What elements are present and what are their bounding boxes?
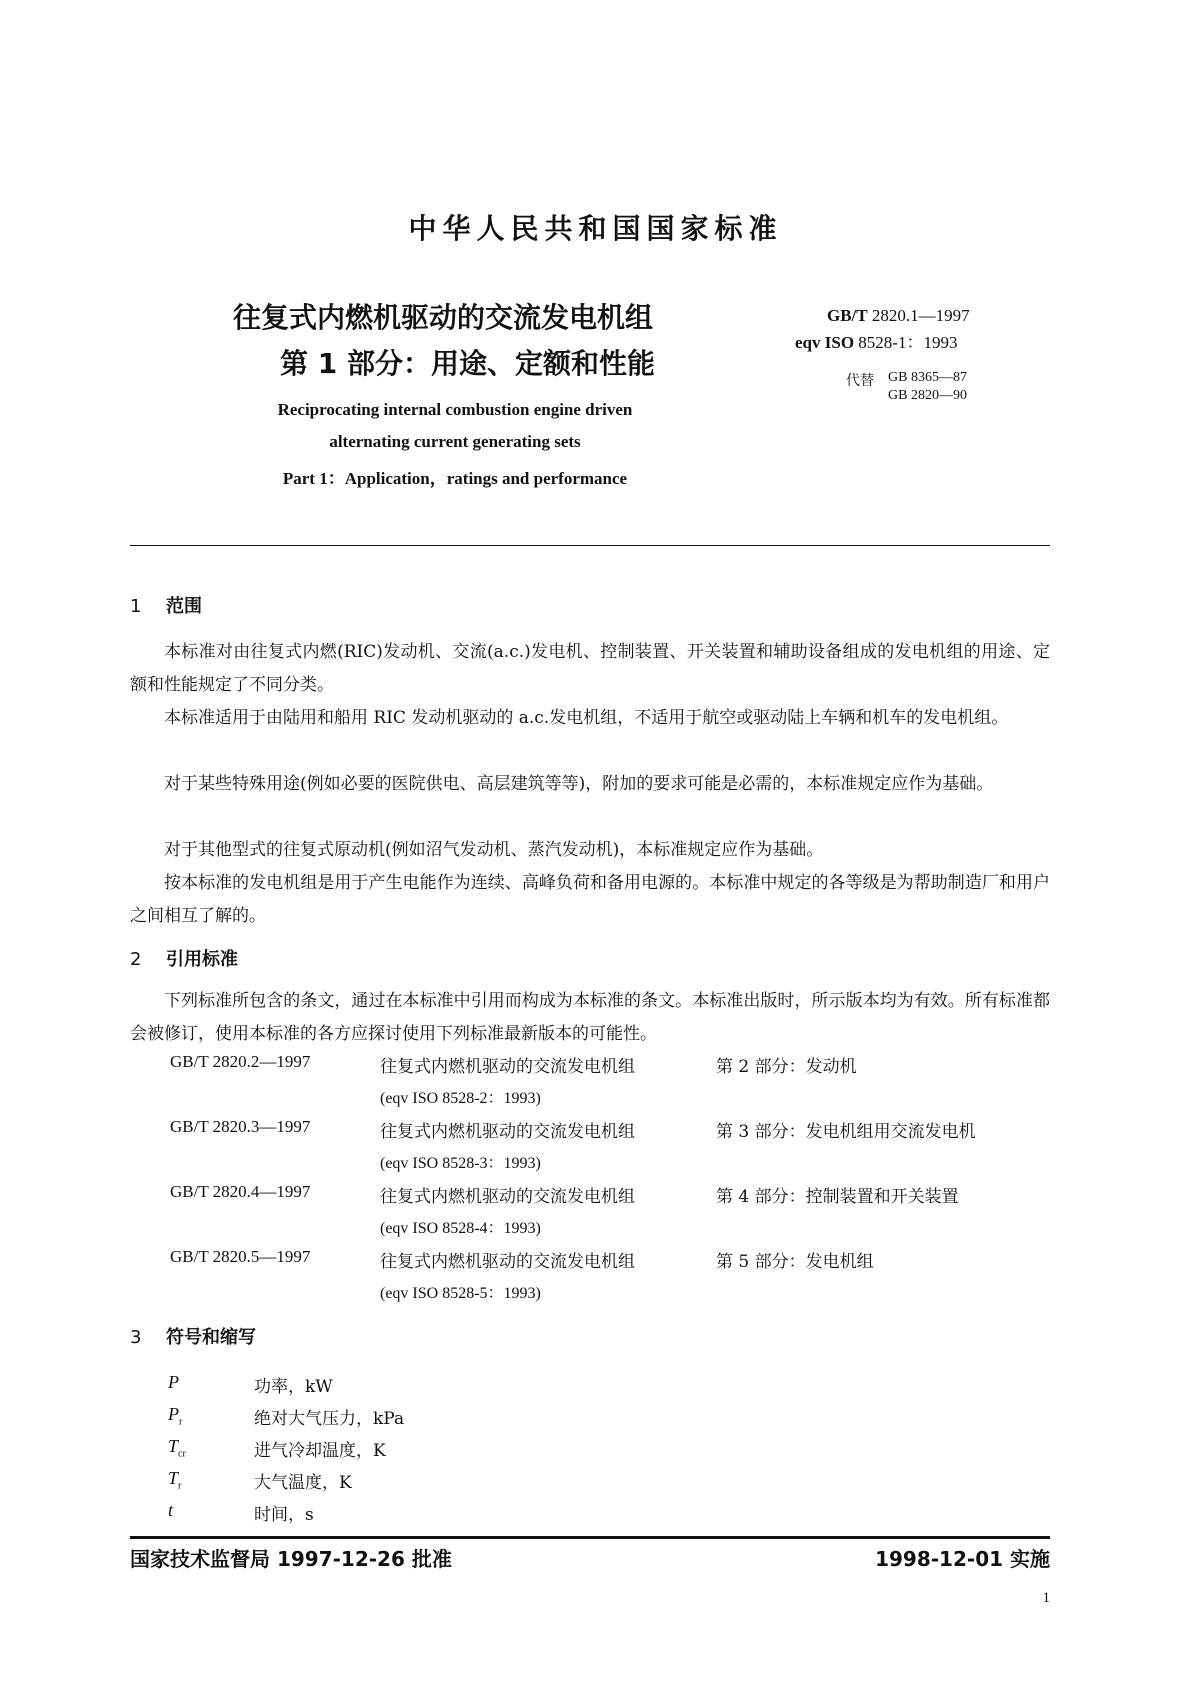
title-chinese-line-2: 第 1 部分：用途、定额和性能	[280, 347, 655, 380]
reference-code: GB/T 2820.2—1997	[170, 1052, 311, 1071]
title-english-line-1: Reciprocating internal combustion engine driven	[277, 400, 633, 419]
reference-part: 第 2 部分：发动机	[716, 1057, 857, 1077]
symbol: P	[168, 1372, 179, 1392]
section-2-heading	[130, 945, 238, 971]
reference-code: GB/T 2820.3—1997	[170, 1117, 311, 1136]
standard-number-value: 2820.1—1997	[871, 306, 970, 325]
section-title: 符号和缩写	[166, 1327, 256, 1348]
reference-part: 第 4 部分：控制装置和开关装置	[716, 1187, 959, 1207]
paragraph: 对于某些特殊用途(例如必要的医院供电、高层建筑等等)，附加的要求可能是必需的，本标准规定应作为基础。	[164, 774, 994, 794]
standard-eqv-prefix: eqv ISO	[795, 333, 855, 352]
reference-title: 往复式内燃机驱动的交流发电机组	[380, 1187, 635, 1207]
section-title: 引用标准	[166, 949, 238, 970]
reference-eqv: (eqv ISO 8528-3：1993)	[380, 1155, 541, 1172]
page-number: 1	[1042, 1590, 1050, 1606]
symbol-description: 进气冷却温度，K	[254, 1441, 386, 1461]
paragraph: 下列标准所包含的条文，通过在本标准中引用而构成为本标准的条文。本标准出版时，所示版本均为有效。所有标准都会被修订，使用本标准的各方应探讨使用下列标准最新版本的可能性。	[130, 991, 1050, 1044]
symbol-description: 绝对大气压力，kPa	[254, 1409, 405, 1429]
section-title: 范围	[166, 596, 202, 617]
standard-eqv-number: 8528-1：1993	[858, 333, 958, 352]
title-english-line-2: alternating current generating sets	[329, 432, 581, 451]
header-divider	[130, 545, 1050, 546]
paragraph: 本标准对由往复式内燃(RIC)发动机、交流(a.c.)发电机、控制装置、开关装置和辅助设备组成的发电机组的用途、定额和性能规定了不同分类。	[130, 642, 1050, 695]
symbol: $T_r$	[168, 1468, 182, 1492]
standard-equivalent	[795, 328, 957, 353]
replaces-label: 代替	[846, 373, 874, 389]
reference-part: 第 3 部分：发电机组用交流发电机	[716, 1122, 976, 1142]
replaced-standard-2: GB 2820—90	[888, 388, 967, 403]
symbol-description: 大气温度，K	[254, 1473, 352, 1493]
symbol-description: 时间，s	[254, 1505, 314, 1525]
reference-title: 往复式内燃机驱动的交流发电机组	[380, 1122, 635, 1142]
section-1-heading	[130, 592, 202, 618]
reference-eqv: (eqv ISO 8528-4：1993)	[380, 1220, 541, 1237]
section-number: 1	[130, 596, 142, 617]
reference-code: GB/T 2820.5—1997	[170, 1247, 311, 1266]
symbol: t	[168, 1500, 174, 1520]
section-3-heading	[130, 1323, 256, 1349]
symbol: $P_r$	[168, 1404, 183, 1428]
implementation-date: 1998-12-01 实施	[875, 1547, 1050, 1571]
footer-divider	[130, 1536, 1050, 1539]
paragraph: 对于其他型式的往复式原动机(例如沼气发动机、蒸汽发动机)，本标准规定应作为基础。	[164, 840, 824, 860]
paragraph: 本标准适用于由陆用和船用 RIC 发动机驱动的 a.c.发电机组，不适用于航空或驱动陆上车辆和机车的发电机组。	[164, 708, 1009, 728]
reference-code: GB/T 2820.4—1997	[170, 1182, 311, 1201]
symbol-description: 功率，kW	[254, 1377, 333, 1397]
section-number: 3	[130, 1327, 142, 1348]
approval-date: 国家技术监督局 1997-12-26 批准	[130, 1547, 452, 1571]
replaced-standard-1: GB 8365—87	[888, 370, 967, 385]
title-english-line-3: Part 1：Application，ratings and performance	[282, 469, 628, 488]
title-chinese-line-1: 往复式内燃机驱动的交流发电机组	[233, 301, 654, 334]
reference-eqv: (eqv ISO 8528-5：1993)	[380, 1285, 541, 1302]
standard-number	[827, 306, 970, 326]
symbol: $T_{cr}$	[168, 1436, 186, 1460]
reference-part: 第 5 部分：发电机组	[716, 1252, 874, 1272]
national-standard-heading: 中华人民共和国国家标准	[408, 212, 783, 245]
reference-title: 往复式内燃机驱动的交流发电机组	[380, 1057, 635, 1077]
section-number: 2	[130, 949, 142, 970]
reference-title: 往复式内燃机驱动的交流发电机组	[380, 1252, 635, 1272]
reference-eqv: (eqv ISO 8528-2：1993)	[380, 1090, 541, 1107]
paragraph: 按本标准的发电机组是用于产生电能作为连续、高峰负荷和备用电源的。本标准中规定的各等级是为帮助制造厂和用户之间相互了解的。	[130, 873, 1050, 926]
standard-code: GB/T	[827, 306, 868, 325]
